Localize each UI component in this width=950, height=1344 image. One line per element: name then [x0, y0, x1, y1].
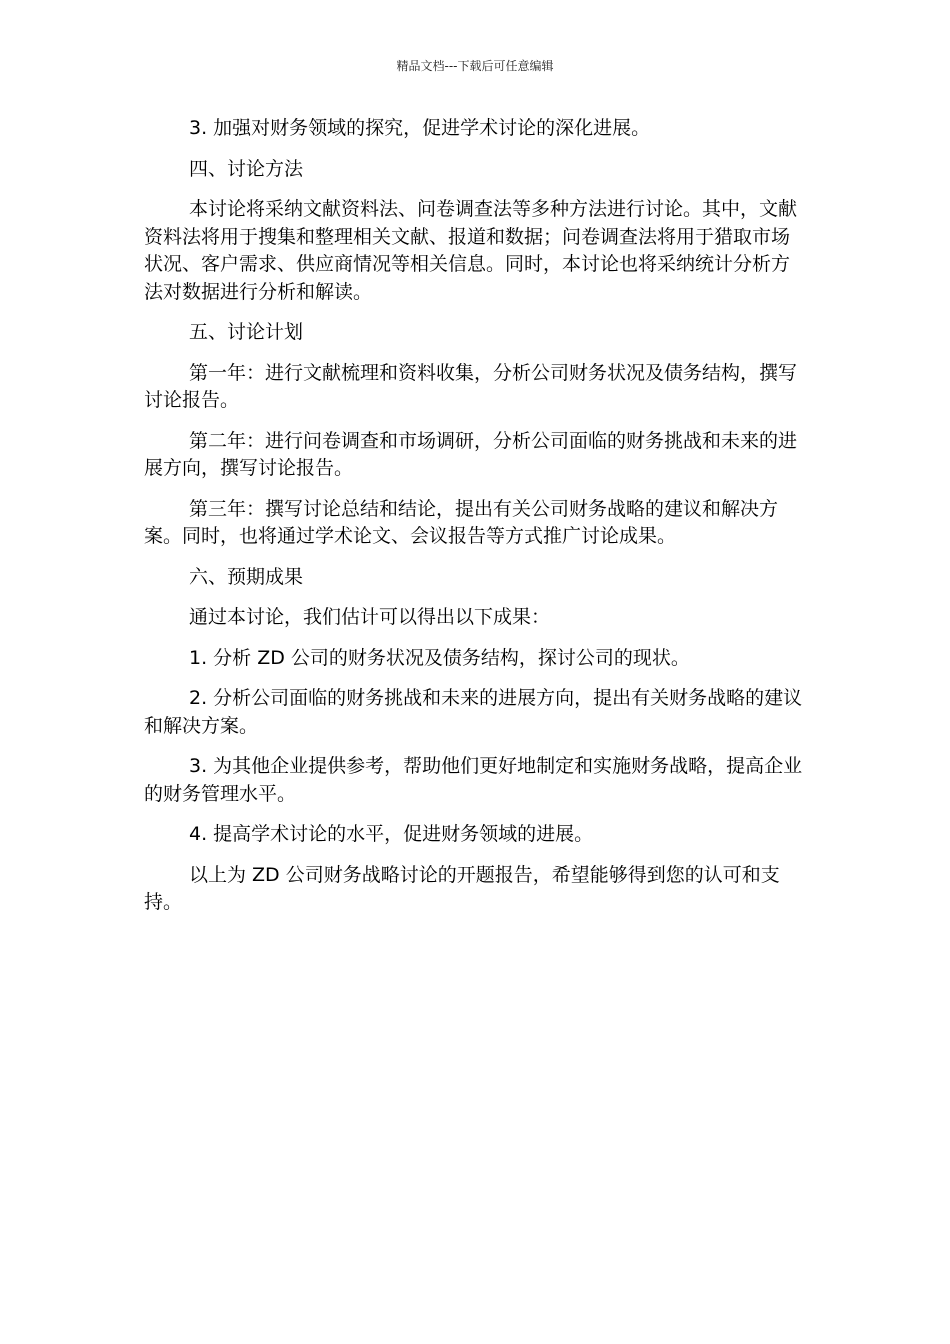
paragraph-outcome-3: 3. 为其他企业提供参考，帮助他们更好地制定和实施财务战略，提高企业的财务管理水平。 [144, 755, 803, 805]
paragraph-outcome-4: 4. 提高学术讨论的水平，促进财务领域的进展。 [189, 823, 594, 845]
section-heading-outcomes: 六、预期成果 [189, 565, 304, 588]
section-heading-plan: 五、讨论计划 [189, 321, 304, 343]
paragraph-outcome-1: 1. 分析 ZD 公司的财务状况及债务结构，探讨公司的现状。 [189, 646, 690, 669]
paragraph-plan-year-1: 第一年：进行文献梳理和资料收集，分析公司财务状况及债务结构，撰写讨论报告。 [144, 361, 798, 411]
document-body [144, 115, 806, 930]
paragraph-closing: 以上为 ZD 公司财务战略讨论的开题报告，希望能够得到您的认可和支持。 [144, 863, 780, 913]
paragraph-outcomes-intro: 通过本讨论，我们估计可以得出以下成果： [189, 606, 551, 628]
paragraph-plan-year-3: 第三年：撰写讨论总结和结论，提出有关公司财务战略的建议和解决方案。同时，也将通过学术论文、会议报告等方式推广讨论成果。 [144, 497, 779, 547]
paragraph-outcome-2: 2. 分析公司面临的财务挑战和未来的进展方向，提出有关财务战略的建议和解决方案。 [144, 687, 803, 737]
section-heading-methods: 四、讨论方法 [189, 157, 304, 180]
paragraph-goal-3: 3. 加强对财务领域的探究，促进学术讨论的深化进展。 [189, 117, 651, 139]
paragraph-plan-year-2: 第二年：进行问卷调查和市场调研，分析公司面临的财务挑战和未来的进展方向，撰写讨论报告。 [144, 429, 798, 479]
page-header: 精品文档---下载后可任意编辑 [396, 59, 554, 73]
paragraph-methods: 本讨论将采纳文献资料法、问卷调查法等多种方法进行讨论。其中，文献资料法将用于搜集和整理相关文献、报道和数据；问卷调查法将用于猎取市场状况、客户需求、供应商情况等相关信息。同时，本讨论也将采纳统计分析方法对数据进行分析和解读。 [144, 198, 798, 303]
